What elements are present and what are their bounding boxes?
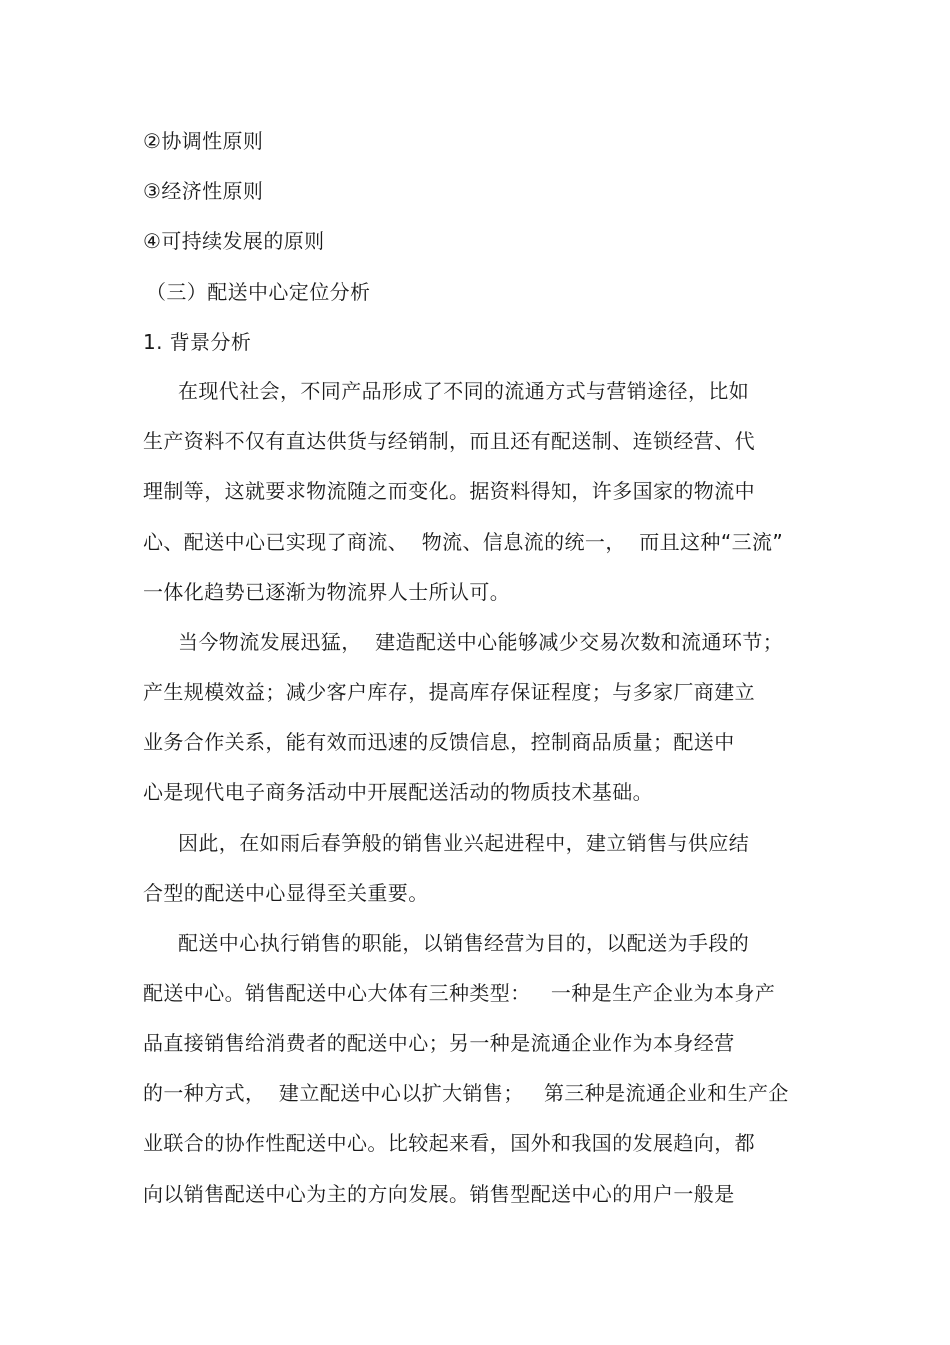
paragraph-line: 产生规模效益；减少客户库存，提高库存保证程度；与多家厂商建立 bbox=[143, 680, 755, 704]
paragraph-line: 当今物流发展迅猛， 建造配送中心能够减少交易次数和流通环节； bbox=[178, 630, 784, 654]
paragraph-line: 在现代社会，不同产品形成了不同的流通方式与营销途径，比如 bbox=[178, 379, 750, 403]
paragraph-line: 配送中心执行销售的职能，以销售经营为目的，以配送为手段的 bbox=[178, 931, 750, 955]
list-item-sustainable-principle: ④可持续发展的原则 bbox=[143, 229, 325, 253]
paragraph-line: 一体化趋势已逐渐为物流界人士所认可。 bbox=[143, 580, 511, 604]
paragraph-line: 生产资料不仅有直达供货与经销制，而且还有配送制、连锁经营、代 bbox=[143, 429, 755, 453]
paragraph-line: 理制等，这就要求物流随之而变化。据资料得知，许多国家的物流中 bbox=[143, 479, 755, 503]
list-item-coordination-principle: ②协调性原则 bbox=[143, 129, 264, 153]
paragraph-line: 业联合的协作性配送中心。比较起来看，国外和我国的发展趋向，都 bbox=[143, 1131, 755, 1155]
paragraph-line: 的一种方式， 建立配送中心以扩大销售； 第三种是流通企业和生产企 bbox=[143, 1081, 789, 1105]
paragraph-line: 品直接销售给消费者的配送中心；另一种是流通企业作为本身经营 bbox=[143, 1031, 735, 1055]
section-heading: （三）配送中心定位分析 bbox=[146, 280, 371, 304]
paragraph-line: 心是现代电子商务活动中开展配送活动的物质技术基础。 bbox=[143, 780, 653, 804]
paragraph-line: 心、配送中心已实现了商流、 物流、信息流的统一， 而且这种“三流” bbox=[143, 530, 784, 554]
paragraph-line: 业务合作关系，能有效而迅速的反馈信息，控制商品质量；配送中 bbox=[143, 730, 735, 754]
paragraph-line: 向以销售配送中心为主的方向发展。销售型配送中心的用户一般是 bbox=[143, 1182, 735, 1206]
paragraph-line: 因此，在如雨后春笋般的销售业兴起进程中，建立销售与供应结 bbox=[178, 831, 750, 855]
subsection-heading: 1. 背景分析 bbox=[143, 330, 252, 354]
list-item-economy-principle: ③经济性原则 bbox=[143, 179, 264, 203]
paragraph-line: 配送中心。销售配送中心大体有三种类型： 一种是生产企业为本身产 bbox=[143, 981, 776, 1005]
paragraph-line: 合型的配送中心显得至关重要。 bbox=[143, 881, 429, 905]
